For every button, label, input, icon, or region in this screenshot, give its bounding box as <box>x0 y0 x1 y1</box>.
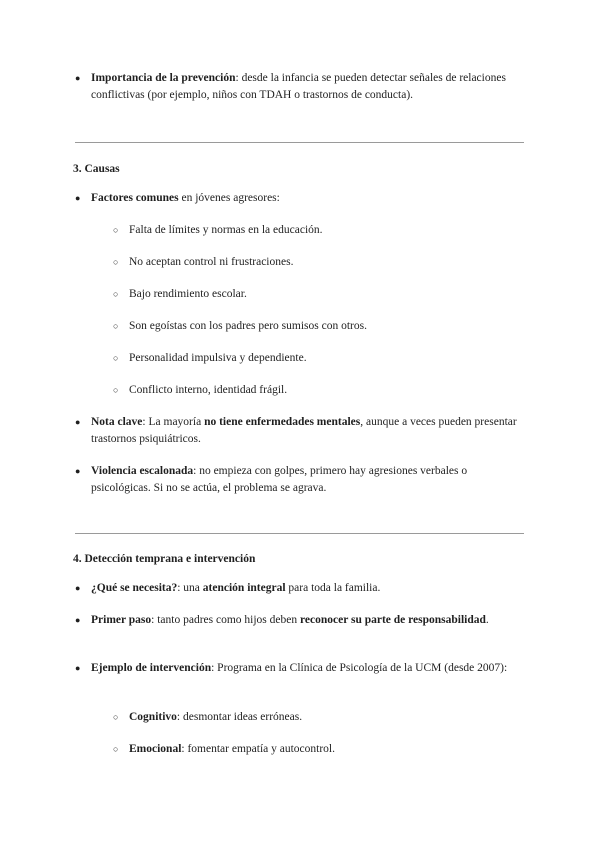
item-text: : tanto padres como hijos deben <box>151 614 300 626</box>
list-item-ejemplo <box>75 660 521 677</box>
sub-item <box>113 709 524 726</box>
item-text: : una <box>177 582 203 594</box>
sub-item <box>113 254 524 271</box>
sub-item <box>113 741 524 758</box>
bullet-hollow: ○ <box>113 385 119 395</box>
list-item-factores <box>75 190 521 207</box>
divider <box>75 142 524 143</box>
sub-item <box>113 286 524 303</box>
item-text: . <box>485 614 489 626</box>
item-bold: Ejemplo de intervención <box>91 662 212 674</box>
sub-item-text: : fomentar empatía y autocontrol. <box>181 743 335 755</box>
item-bold: atención integral <box>202 582 286 594</box>
sub-item-text: No aceptan control ni frustraciones. <box>129 256 294 268</box>
bullet-hollow: ○ <box>113 257 119 267</box>
item-bold: ¿Qué se necesita? <box>91 582 178 594</box>
item-bold: no tiene enfermedades mentales <box>204 416 361 428</box>
list-item-nota <box>75 414 521 448</box>
list-item-violencia <box>75 463 521 497</box>
sub-item-text: Conflicto interno, identidad frágil. <box>129 384 288 396</box>
bullet-filled: ● <box>75 193 81 203</box>
list-item-prevencion <box>75 70 521 104</box>
item-text: , aunque a veces pueden presentar trastornos psiquiátricos. <box>91 416 517 445</box>
section-heading-deteccion: 4. Detección temprana e intervención <box>73 553 256 565</box>
sub-item-text: Son egoístas con los padres pero sumisos con otros. <box>129 320 367 332</box>
sub-item-text: Personalidad impulsiva y dependiente. <box>129 352 307 364</box>
bullet-hollow: ○ <box>113 225 119 235</box>
sub-item-text: : desmontar ideas erróneas. <box>176 711 303 723</box>
sub-item-bold: Cognitivo <box>129 711 177 723</box>
item-bold: Primer paso <box>91 614 152 626</box>
bullet-hollow: ○ <box>113 289 119 299</box>
bullet-hollow: ○ <box>113 744 119 754</box>
bullet-filled: ● <box>75 663 81 673</box>
sub-item-text: Falta de límites y normas en la educación. <box>129 224 323 236</box>
sub-item <box>113 318 524 335</box>
sub-item <box>113 382 524 399</box>
sub-item-bold: Emocional <box>129 743 182 755</box>
sub-item <box>113 222 524 239</box>
item-bold: Importancia de la prevención <box>91 72 236 84</box>
item-bold: Nota clave <box>91 416 143 428</box>
bullet-filled: ● <box>75 583 81 593</box>
bullet-hollow: ○ <box>113 712 119 722</box>
section-heading-causas: 3. Causas <box>73 163 120 175</box>
item-text: : no empieza con golpes, primero hay agresiones verbales o psicológicas. Si no se actúa, el problema se agrava. <box>91 465 468 494</box>
bullet-hollow: ○ <box>113 321 119 331</box>
item-text: para toda la familia. <box>285 582 381 594</box>
item-bold: Factores comunes <box>91 192 179 204</box>
list-item-que-se-necesita <box>75 580 521 597</box>
item-text: en jóvenes agresores: <box>178 192 280 204</box>
item-text: : desde la infancia se pueden detectar señales de relaciones conflictivas (por ejemplo, niños con TDAH o trastornos de conducta). <box>91 72 506 101</box>
bullet-filled: ● <box>75 466 81 476</box>
bullet-filled: ● <box>75 73 81 83</box>
list-item-primer-paso <box>75 612 521 629</box>
item-text: : Programa en la Clínica de Psicología de la UCM (desde 2007): <box>211 662 508 674</box>
item-bold: reconocer su parte de responsabilidad <box>299 614 486 626</box>
item-text: : La mayoría <box>142 416 205 428</box>
bullet-filled: ● <box>75 417 81 427</box>
sub-item-text: Bajo rendimiento escolar. <box>129 288 247 300</box>
divider <box>75 533 524 534</box>
bullet-hollow: ○ <box>113 353 119 363</box>
bullet-filled: ● <box>75 615 81 625</box>
item-bold: Violencia escalonada <box>91 465 194 477</box>
sub-item <box>113 350 524 367</box>
